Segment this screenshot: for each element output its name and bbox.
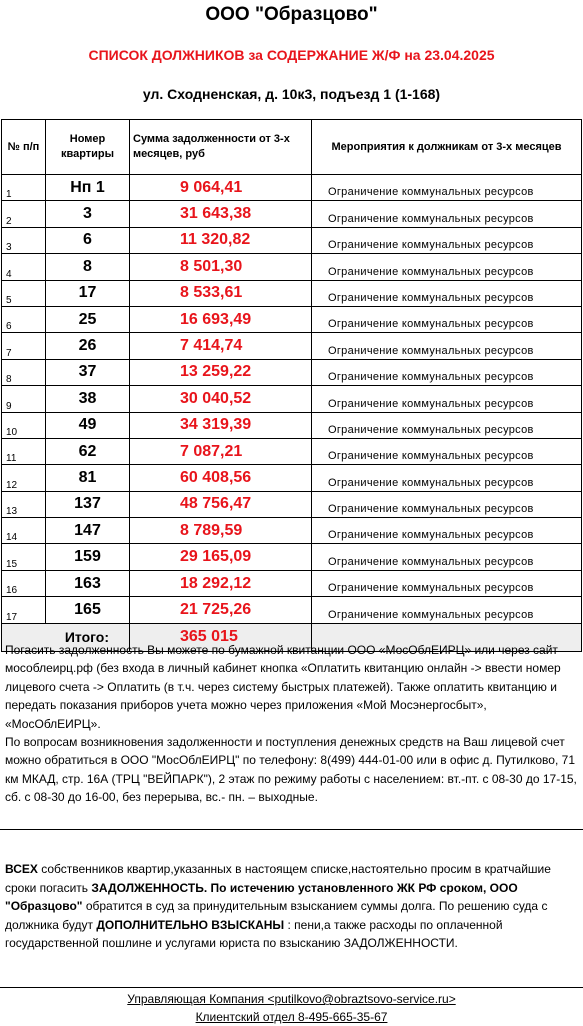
debt-amount: 34 319,39	[130, 412, 312, 438]
table-row	[2, 175, 582, 201]
total-sum: 365 015	[130, 623, 312, 651]
apartment-number: 165	[46, 597, 130, 623]
debt-amount: 60 408,56	[130, 465, 312, 491]
header-measures: Мероприятия к должникам от 3-х месяцев	[312, 120, 582, 175]
list-title: СПИСОК ДОЛЖНИКОВ за СОДЕРЖАНИЕ Ж/Ф на 23.04.2025	[88, 47, 495, 63]
table-body	[2, 175, 582, 624]
table-row	[2, 359, 582, 385]
table-row	[2, 386, 582, 412]
header-debt-sum: Сумма задолженности от 3-х месяцев, руб	[130, 120, 312, 175]
debt-amount: 7 087,21	[130, 438, 312, 464]
row-number: 8	[2, 359, 46, 385]
measure-text: Ограничение коммунальных ресурсов	[312, 570, 582, 596]
measure-text: Ограничение коммунальных ресурсов	[312, 544, 582, 570]
header-row-number: № п/п	[2, 120, 46, 175]
warning-bold-2: ЗАДОЛЖЕННОСТЬ. По истечению установленного ЖК РФ сроком, ООО "Образцово"	[5, 880, 518, 914]
row-number: 5	[2, 280, 46, 306]
measure-text: Ограничение коммунальных ресурсов	[312, 597, 582, 623]
payment-info-paragraph-2: По вопросам возникновения задолженности и поступления денежных средств на Ваш лицевой счет можно обратиться в ООО "МосОблЕИРЦ" по телефону: 8(499) 444-01-00 или в офис д. Путилково, 71 км МКАД, стр. 16А (ТРЦ "ВЕЙПАРК"), 2 этаж по режиму работы с населением: вт.-пт. с 08-30 до 17-15, сб. с 08-30 до 16-00, без перерыва, вс.- пн. – выходные.	[5, 735, 577, 805]
table-row	[2, 201, 582, 227]
row-number: 15	[2, 544, 46, 570]
apartment-number: 26	[46, 333, 130, 359]
row-number: 4	[2, 254, 46, 280]
apartment-number: 25	[46, 306, 130, 332]
measure-text: Ограничение коммунальных ресурсов	[312, 438, 582, 464]
warning-text	[0, 830, 583, 953]
apartment-number: 3	[46, 201, 130, 227]
table-header-row	[2, 120, 582, 175]
row-number: 16	[2, 570, 46, 596]
debt-amount: 31 643,38	[130, 201, 312, 227]
payment-info-paragraph-1: Погасить задолженность Вы можете по бумажной квитанции ООО «МосОблЕИРЦ» или через сайт мособлеирц.рф (без входа в личный кабинет кнопка «Оплатить квитанцию онлайн -> ввести номер лицевого счета -> Оплатить (в т.ч. через систему быстрых платежей). Также оплатить квитанцию и передать показания приборов учета можно через приложения «Мой Мосэнергосбыт», «МосОблЕИРЦ».	[5, 643, 561, 731]
footer-client-phone: Клиентский отдел 8-495-665-35-67	[195, 1010, 388, 1024]
apartment-number: 62	[46, 438, 130, 464]
measure-text: Ограничение коммунальных ресурсов	[312, 175, 582, 201]
row-number: 1	[2, 175, 46, 201]
row-number: 14	[2, 518, 46, 544]
row-number: 7	[2, 333, 46, 359]
apartment-number: 49	[46, 412, 130, 438]
table-row	[2, 438, 582, 464]
header-apartment: Номер квартиры	[46, 120, 130, 175]
table-row	[2, 491, 582, 517]
apartment-number: 8	[46, 254, 130, 280]
debt-amount: 29 165,09	[130, 544, 312, 570]
measure-text: Ограничение коммунальных ресурсов	[312, 491, 582, 517]
apartment-number: 147	[46, 518, 130, 544]
row-number: 2	[2, 201, 46, 227]
debt-amount: 11 320,82	[130, 227, 312, 253]
footer-company-email: Управляющая Компания <putilkovo@obraztsovo-service.ru>	[127, 992, 456, 1006]
measure-text: Ограничение коммунальных ресурсов	[312, 254, 582, 280]
apartment-number: 137	[46, 491, 130, 517]
apartment-number: 38	[46, 386, 130, 412]
debt-amount: 7 414,74	[130, 333, 312, 359]
debt-amount: 30 040,52	[130, 386, 312, 412]
warning-text-3: : пени,а также расходы по оплаченной государственной пошлине и услугами юриста по взысканию ЗАДОЛЖЕННОСТИ.	[5, 917, 503, 951]
apartment-number: Нп 1	[46, 175, 130, 201]
row-number: 12	[2, 465, 46, 491]
apartment-number: 6	[46, 227, 130, 253]
row-number: 10	[2, 412, 46, 438]
row-number: 17	[2, 597, 46, 623]
building-address: ул. Сходненская, д. 10к3, подъезд 1 (1-168)	[142, 86, 441, 102]
debt-amount: 8 789,59	[130, 518, 312, 544]
table-row	[2, 518, 582, 544]
warning-text-1: собственников квартир,указанных в настоящем списке,настоятельно просим в кратчайшие сроки погасить	[5, 862, 551, 895]
table-row	[2, 570, 582, 596]
table-row	[2, 333, 582, 359]
table-row	[2, 544, 582, 570]
measure-text: Ограничение коммунальных ресурсов	[312, 306, 582, 332]
debt-amount: 18 292,12	[130, 570, 312, 596]
row-number: 9	[2, 386, 46, 412]
company-name: ООО "Образцово"	[205, 4, 378, 25]
measure-text: Ограничение коммунальных ресурсов	[312, 227, 582, 253]
debt-amount: 16 693,49	[130, 306, 312, 332]
apartment-number: 163	[46, 570, 130, 596]
payment-info	[5, 641, 579, 807]
measure-text: Ограничение коммунальных ресурсов	[312, 518, 582, 544]
footer	[0, 987, 583, 1026]
apartment-number: 37	[46, 359, 130, 385]
warning-notice	[0, 829, 583, 953]
warning-bold-3: ДОПОЛНИТЕЛЬНО ВЗЫСКАНЫ	[96, 917, 285, 932]
measure-text: Ограничение коммунальных ресурсов	[312, 359, 582, 385]
measure-text: Ограничение коммунальных ресурсов	[312, 201, 582, 227]
debt-amount: 13 259,22	[130, 359, 312, 385]
measure-text: Ограничение коммунальных ресурсов	[312, 280, 582, 306]
apartment-number: 159	[46, 544, 130, 570]
apartment-number: 81	[46, 465, 130, 491]
warning-text-2: обратится в суд за принудительным взысканием суммы долга. По решению суда с должника будут	[5, 899, 548, 932]
table-row	[2, 465, 582, 491]
row-number: 11	[2, 438, 46, 464]
measure-text: Ограничение коммунальных ресурсов	[312, 465, 582, 491]
row-number: 13	[2, 491, 46, 517]
table-row	[2, 227, 582, 253]
table-row	[2, 597, 582, 623]
table-row	[2, 280, 582, 306]
debtors-table	[1, 119, 582, 652]
debt-amount: 8 533,61	[130, 280, 312, 306]
table-row	[2, 412, 582, 438]
debt-amount: 8 501,30	[130, 254, 312, 280]
measure-text: Ограничение коммунальных ресурсов	[312, 386, 582, 412]
total-label: Итого:	[2, 623, 130, 651]
apartment-number: 17	[46, 280, 130, 306]
table-row	[2, 306, 582, 332]
debt-amount: 21 725,26	[130, 597, 312, 623]
debt-amount: 9 064,41	[130, 175, 312, 201]
row-number: 6	[2, 306, 46, 332]
debt-amount: 48 756,47	[130, 491, 312, 517]
measure-text: Ограничение коммунальных ресурсов	[312, 333, 582, 359]
warning-bold-1: ВСЕХ	[5, 862, 38, 876]
measure-text: Ограничение коммунальных ресурсов	[312, 412, 582, 438]
table-row	[2, 254, 582, 280]
row-number: 3	[2, 227, 46, 253]
